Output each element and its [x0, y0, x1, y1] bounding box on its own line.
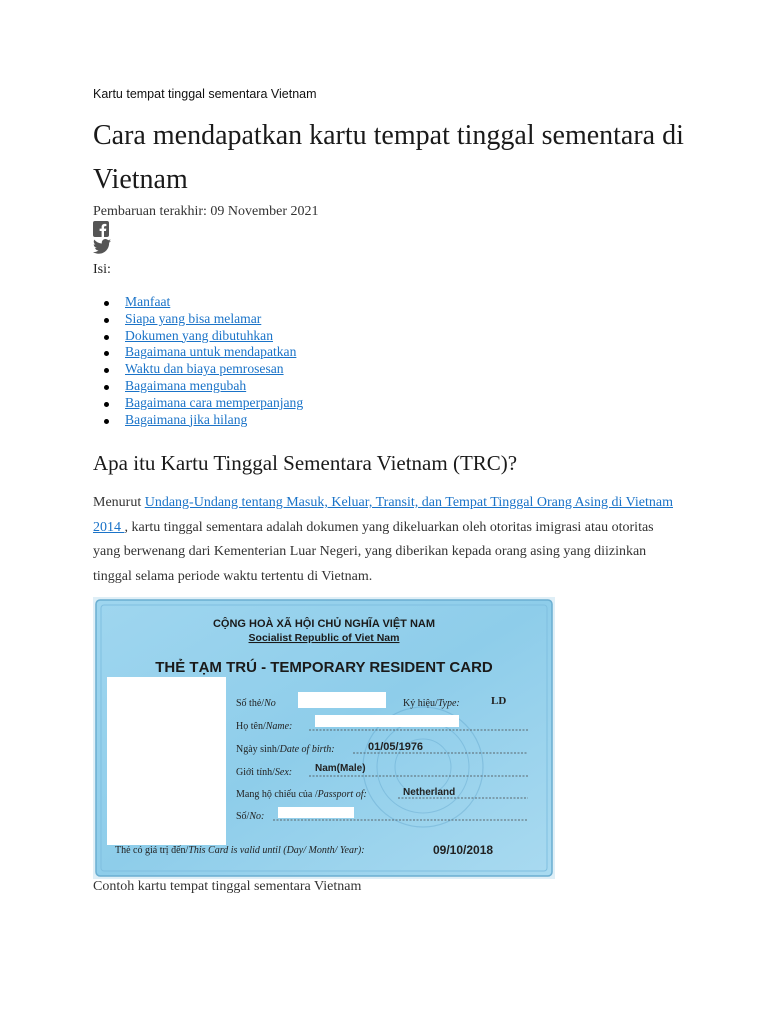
paragraph-body: , kartu tinggal sementara adalah dokumen yang dikeluarkan oleh otoritas imigrasi atau otoritas yang berwenang dari Kementerian Luar Negeri, yang diberikan kepada orang asing yang diizinkan tinggal selama periode waktu tertentu di Vietnam. — [93, 519, 654, 584]
card-country-en: Socialist Republic of Viet Nam — [248, 632, 400, 644]
toc-link-manfaat[interactable]: Manfaat — [125, 294, 171, 309]
table-of-contents — [93, 294, 303, 428]
card-country-vi: CỘNG HOÀ XÃ HỘI CHỦ NGHĨA VIỆT NAM — [212, 618, 436, 630]
page-title: Cara mendapatkan kartu tempat tinggal sementara di Vietnam — [93, 120, 684, 195]
contents-label: Isi: — [93, 262, 111, 277]
toc-link-cara-mendapatkan[interactable]: Bagaimana untuk mendapatkan — [125, 344, 297, 360]
section-paragraph — [93, 491, 683, 589]
card-title: THẺ TẠM TRÚ - TEMPORARY RESIDENT CARD — [155, 659, 493, 676]
card-dob-value: 01/05/1976 — [368, 741, 424, 753]
card-type-value: LD — [491, 695, 507, 707]
svg-text:Số thẻ/No: Số thẻ/No — [236, 698, 276, 709]
toc-item — [93, 344, 303, 361]
temporary-resident-card-image — [93, 597, 555, 879]
toc-item — [93, 311, 303, 328]
toc-link-hilang[interactable]: Bagaimana jika hilang — [125, 411, 248, 427]
toc-item — [93, 412, 303, 429]
svg-text:Thẻ có giá trị đến/This Card i: Thẻ có giá trị đến/This Card is valid until (Day/ Month/ Year): — [115, 845, 365, 856]
toc-item — [93, 378, 303, 395]
svg-text:Giới tính/Sex:: Giới tính/Sex: — [236, 767, 293, 778]
toc-item — [93, 395, 303, 412]
svg-text:Mang hộ chiếu của /Passport of: Mang hộ chiếu của /Passport of: — [236, 789, 367, 800]
card-sex-value: Nam(Male) — [315, 763, 366, 774]
paragraph-intro: Menurut — [93, 495, 145, 510]
image-caption: Contoh kartu tempat tinggal sementara Vietnam — [93, 879, 362, 894]
toc-link-dokumen[interactable]: Dokumen yang dibutuhkan — [125, 327, 273, 343]
facebook-icon[interactable] — [93, 221, 109, 237]
section-heading: Apa itu Kartu Tinggal Sementara Vietnam (TRC)? — [93, 451, 518, 475]
toc-item — [93, 361, 303, 378]
svg-text:Số/No:: Số/No: — [236, 811, 265, 822]
breadcrumb-kicker: Kartu tempat tinggal sementara Vietnam — [93, 87, 317, 101]
svg-text:Ký hiệu/Type:: Ký hiệu/Type: — [403, 698, 460, 709]
toc-item — [93, 294, 303, 311]
law-link[interactable]: Undang-Undang tentang Masuk, Keluar, Transit, dan Tempat Tinggal Orang Asing di Vietnam 2014 — [93, 495, 673, 535]
card-valid-value: 09/10/2018 — [433, 843, 494, 857]
toc-link-mengubah[interactable]: Bagaimana mengubah — [125, 377, 247, 393]
photo-placeholder — [107, 677, 226, 845]
toc-link-memperpanjang[interactable]: Bagaimana cara memperpanjang — [125, 394, 304, 410]
toc-item — [93, 328, 303, 345]
svg-text:Họ tên/Name:: Họ tên/Name: — [236, 721, 293, 732]
toc-link-waktu-biaya[interactable]: Waktu dan biaya pemrosesan — [125, 361, 284, 377]
last-updated: Pembaruan terakhir: 09 November 2021 — [93, 204, 319, 219]
toc-link-siapa[interactable]: Siapa yang bisa melamar — [125, 310, 262, 326]
twitter-icon[interactable] — [93, 239, 111, 254]
svg-text:Ngày sinh/Date of birth:: Ngày sinh/Date of birth: — [236, 744, 335, 755]
card-passport-value: Netherland — [403, 787, 456, 798]
